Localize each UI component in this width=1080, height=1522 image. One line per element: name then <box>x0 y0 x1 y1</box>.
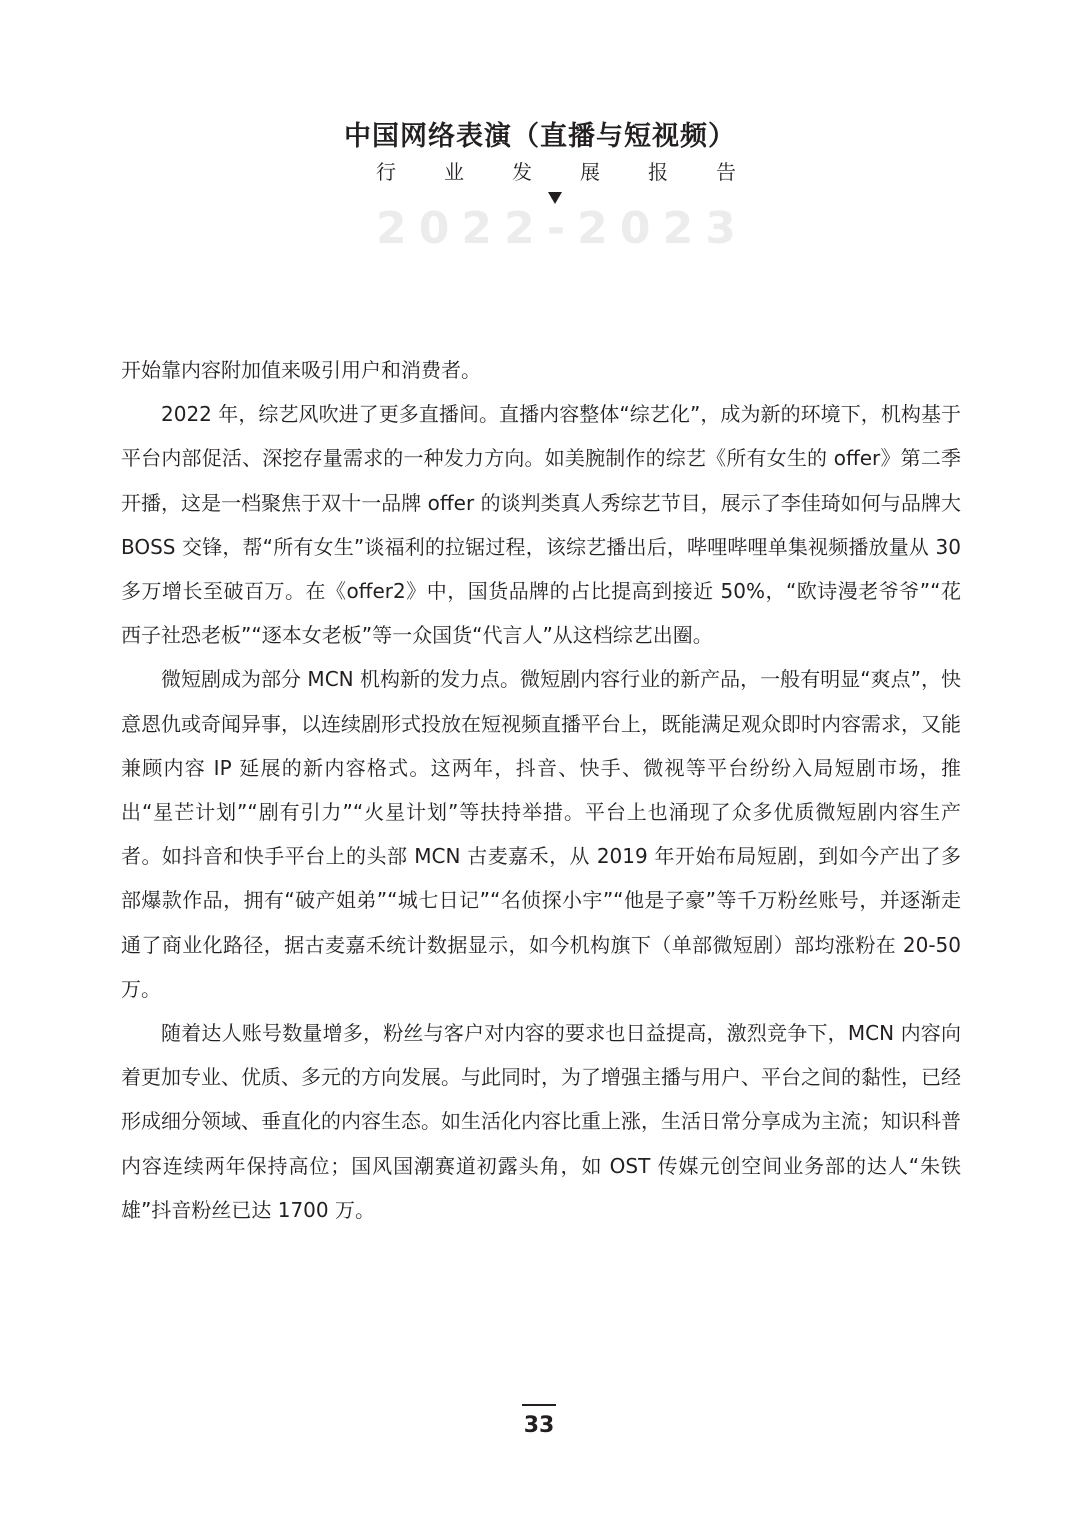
paragraph-micro-drama: 微短剧成为部分 MCN 机构新的发力点。微短剧内容行业的新产品，一般有明显“爽点”，快意恩仇或奇闻异事，以连续剧形式投放在短视频直播平台上，既能满足观众即时内容需求，又能兼顾内容 IP 延展的新内容格式。这两年，抖音、快手、微视等平台纷纷入局短剧市场，推出“星芒计划”“剧有引力”“火星计划”等扶持举措。平台上也涌现了众多优质微短剧内容生产者。如抖音和快手平台上的头部 MCN 古麦嘉禾，从 2019 年开始布局短剧，到如今产出了多部爆款作品，拥有“破产姐弟”“城七日记”“名侦探小宇”“他是子豪”等千万粉丝账号，并逐渐走通了商业化路径，据古麦嘉禾统计数据显示，如今机构旗下（单部微短剧）部均涨粉在 20-50 万。 <box>121 667 961 1001</box>
year-char: 0 <box>418 203 450 254</box>
paragraph-content-development: 随着达人账号数量增多，粉丝与客户对内容的要求也日益提高，激烈竞争下，MCN 内容向着更加专业、优质、多元的方向发展。与此同时，为了增强主播与用户、平台之间的黏性，已经形成细分领域、垂直化的内容生态。如生活化内容比重上涨，生活日常分享成为主流；知识科普内容连续两年保持高位；国风国潮赛道初露头角，如 OST 传媒元创空间业务部的达人“朱铁雄”抖音粉丝已达 1700 万。 <box>121 1021 961 1222</box>
subtitle-char: 发 <box>512 160 532 184</box>
year-char: 3 <box>705 203 736 254</box>
year-char: 2 <box>504 203 535 254</box>
subtitle-char: 展 <box>580 160 600 184</box>
subtitle-char: 告 <box>716 160 736 184</box>
report-header <box>0 118 1080 254</box>
subtitle-char: 行 <box>376 160 396 184</box>
year-char: 0 <box>619 203 651 254</box>
page-number: 33 <box>523 1413 555 1438</box>
year-char: 2 <box>577 203 608 254</box>
body-text <box>121 348 961 1232</box>
year-range <box>376 204 736 254</box>
year-char: - <box>546 203 566 254</box>
report-subtitle <box>376 158 736 186</box>
paragraph-variety-livestream: 2022 年，综艺风吹进了更多直播间。直播内容整体“综艺化”，成为新的环境下，机构基于平台内部促活、深挖存量需求的一种发力方向。如美腕制作的综艺《所有女生的 offer》第二季开播，这是一档聚焦于双十一品牌 offer 的谈判类真人秀综艺节目，展示了李佳琦如何与品牌大 BOSS 交锋，帮“所有女生”谈福利的拉锯过程，该综艺播出后，哔哩哔哩单集视频播放量从 30 多万增长至破百万。在《offer2》中，国货品牌的占比提高到接近 50%，“欧诗漫老爷爷”“花西子社恐老板”“逐本女老板”等一众国货“代言人”从这档综艺出圈。 <box>121 402 961 648</box>
year-char: 2 <box>376 203 407 254</box>
paragraph-continuation: 开始靠内容附加值来吸引用户和消费者。 <box>121 358 481 382</box>
subtitle-char: 业 <box>444 160 464 184</box>
year-char: 2 <box>461 203 493 254</box>
page-footer <box>522 1404 556 1440</box>
page-number-rule <box>522 1404 556 1406</box>
report-title: 中国网络表演（直播与短视频） <box>344 121 736 152</box>
year-char: 2 <box>662 203 694 254</box>
subtitle-char: 报 <box>648 160 668 184</box>
